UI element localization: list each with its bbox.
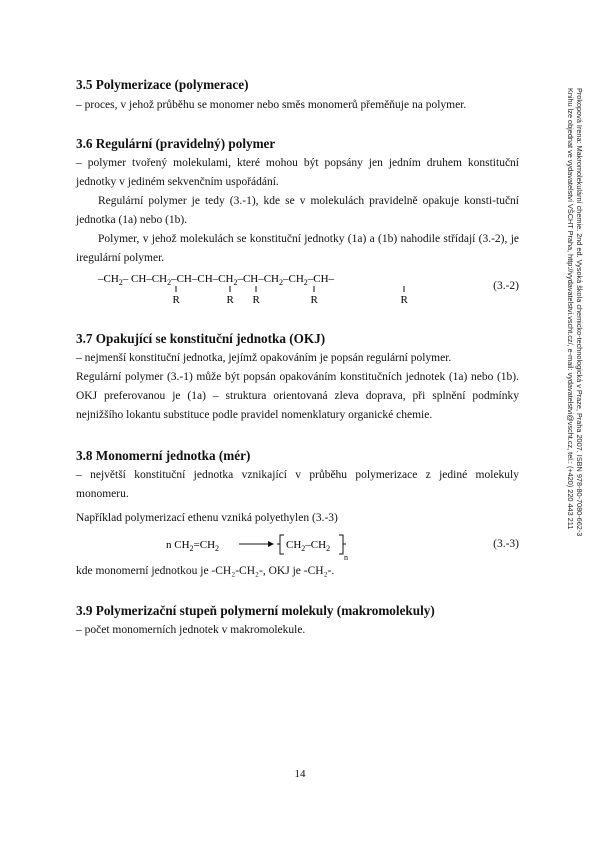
section-heading: 3.5 Polymerizace (polymerace)	[76, 77, 249, 92]
equation-number: (3.-3)	[493, 538, 519, 550]
repeat-unit-bracket	[277, 535, 348, 562]
section-3-5	[76, 76, 519, 115]
section-3-8	[76, 447, 519, 528]
section-3-7	[76, 330, 519, 425]
section-text: – počet monomerních jednotek v makromolekule.	[76, 624, 306, 636]
side-note-line: Knihu lze objednat ve vydavatelství VŠCHT Praha, http://vydavatelstvi.vscht.cz/, e-mail: vydavatelstvi@vscht.cz, tel.: (+420) 220 443 211	[566, 88, 575, 530]
paragraph: – největší konstituční jednotka vznikající v průběhu polymerizace z jediné molekuly monomeru.	[76, 469, 519, 500]
svg-text:CH2–CH2: $CH_2-CH_2$	[286, 539, 331, 553]
section-heading: 3.8 Monomerní jednotka (mér)	[76, 448, 251, 463]
polymer-chain-formula	[76, 268, 519, 306]
substituent-r: R	[252, 294, 260, 306]
section-text: – proces, v jehož průběhu se monomer nebo směs monomerů přeměňuje na polymer.	[76, 99, 467, 111]
paragraph: Polymer, v jehož molekulách se konstituční jednotky (1a) a (1b) nahodile střídají (3.-2), je iregulární polymer.	[76, 233, 519, 264]
section-3-9	[76, 602, 519, 640]
substituent-r: R	[400, 294, 408, 306]
svg-text:n: n	[344, 553, 348, 562]
side-copyright-note	[566, 88, 584, 536]
substituent-r: R	[226, 294, 234, 306]
paragraph: – polymer tvořený molekulami, které mohou být popsány jen jedním druhem konstituční jednotky v jediném sekvenčním uspořádání.	[76, 157, 519, 188]
chain-text: $-CH_2-$ $CH-CH_2-CH-CH-CH_2-CH-CH_2-CH_2-CH-$	[98, 273, 335, 287]
page-number: 14	[294, 768, 306, 780]
reaction-arrow-icon	[239, 541, 274, 547]
section-3-8-continued	[76, 562, 519, 581]
paragraph: Regulární polymer (3.-1) může být popsán opakováním konstitučních jednotek (1a) nebo (1b). OKJ preferovanou je (1a) – struktura orientovaná zleva doprava, při splnění podmínky nejnižšího lokantu substituce podle pravidel nomenklatury organické chemie.	[76, 371, 519, 421]
paragraph: – nejmenší konstituční jednotka, jejímž opakováním je popsán regulární polymer.	[76, 352, 452, 364]
section-heading: 3.6 Regulární (pravidelný) polymer	[76, 136, 276, 151]
substituent-r: R	[172, 294, 180, 306]
paragraph: kde monomerní jednotkou je -CH₂-CH₂-, OKJ je -CH₂-.	[76, 565, 335, 577]
section-heading: 3.9 Polymerizační stupeň polymerní molekuly (makromolekuly)	[76, 603, 435, 618]
section-3-6	[76, 135, 519, 268]
section-heading: 3.7 Opakující se konstituční jednotka (OKJ)	[76, 331, 326, 346]
equation-3-2	[76, 268, 519, 304]
side-note-line: Prokopová Irena: Makromolekulární chemie. 2nd ed. Vysoká škola chemicko-technologická v Praze, Praha 2007. ISBN 978-80-7080-662-3	[575, 88, 584, 537]
paragraph: Regulární polymer je tedy (3.-1), kde se v molekulách pravidelně opakuje konsti-tuční jednotka (1a) nebo (1b).	[76, 195, 519, 226]
substituent-r: R	[310, 294, 318, 306]
equation-number: (3.-2)	[493, 280, 519, 292]
reactant-formula: n $CH_2=CH_2$	[166, 539, 220, 553]
paragraph: Například polymerizací ethenu vzniká polyethylen (3.-3)	[76, 512, 338, 524]
